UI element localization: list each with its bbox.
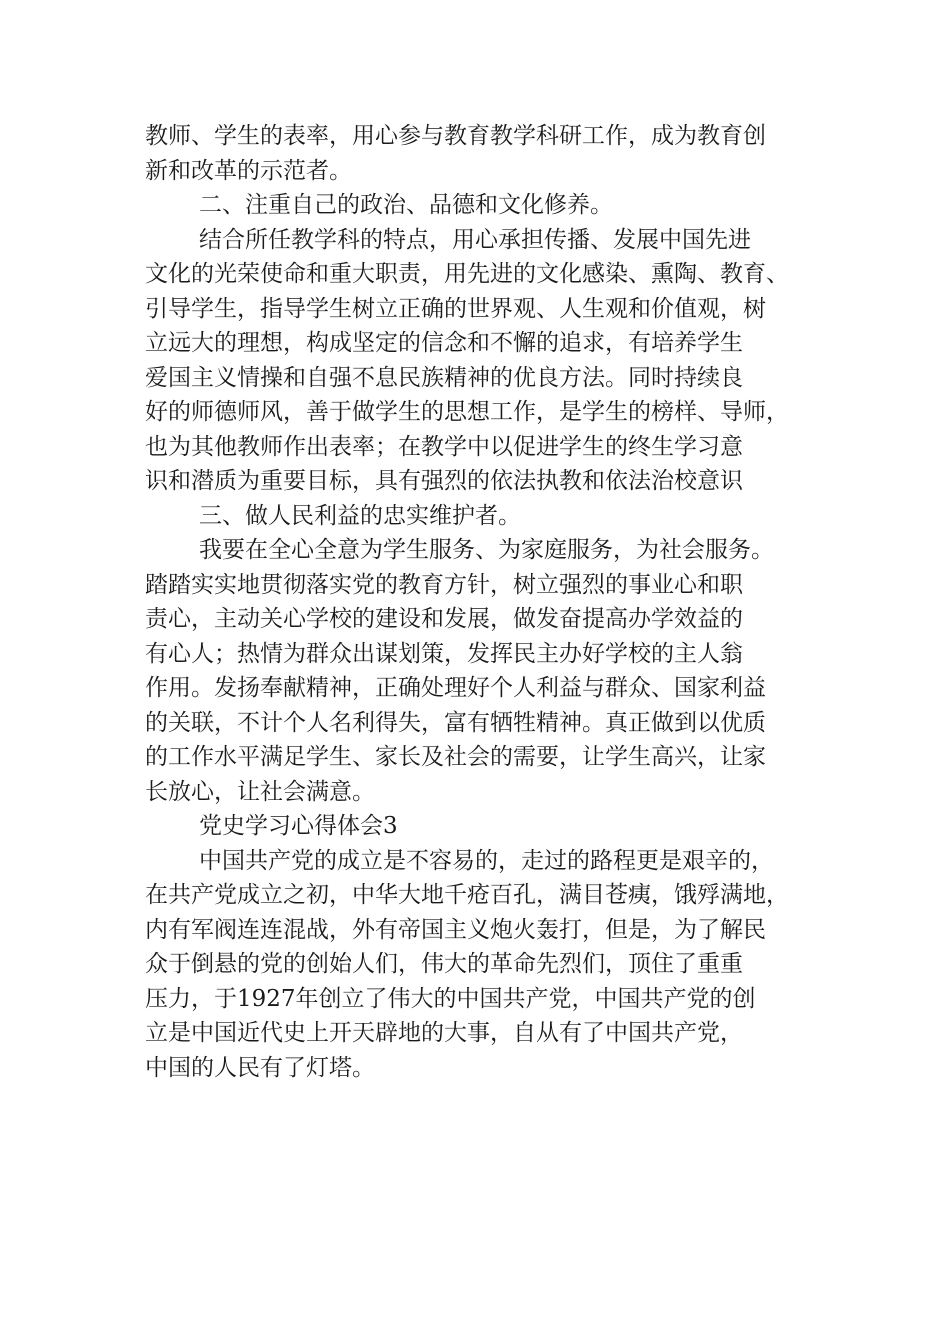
- text-line: 在共产党成立之初，中华大地千疮百孔，满目苍痍，饿殍满地，: [145, 882, 789, 908]
- document-body: [145, 119, 807, 1085]
- text-line: 新和改革的示范者。: [145, 157, 352, 184]
- text-line: 作用。发扬奉献精神，正确处理好个人利益与群众、国家利益: [145, 675, 766, 701]
- text-line: 责心，主动关心学校的建设和发展，做发奋提高办学效益的: [145, 606, 743, 632]
- text-line: 踏踏实实地贯彻落实党的教育方针，树立强烈的事业心和职: [145, 571, 743, 598]
- text-line: 有心人；热情为群众出谋划策，发挥民主办好学校的主人翁: [145, 640, 743, 667]
- text-line: 立远大的理想，构成坚定的信念和不懈的追求，有培养学生: [145, 330, 743, 356]
- text-line: 也为其他教师作出表率；在教学中以促进学生的终生学习意: [145, 433, 743, 460]
- text-line: 长放心，让社会满意。: [145, 778, 375, 805]
- text-line: 众于倒悬的党的创始人们，伟大的革命先烈们，顶住了重重: [145, 951, 743, 977]
- text-line: 二、注重自己的政治、品德和文化修养。: [199, 192, 613, 218]
- text-line: 立是中国近代史上开天辟地的大事，自从有了中国共产党，: [145, 1020, 743, 1046]
- text-line: 教师、学生的表率，用心参与教育教学科研工作，成为教育创: [145, 123, 766, 149]
- text-line: 的关联，不计个人名利得失，富有牺牲精神。真正做到以优质: [145, 709, 766, 736]
- text-line: 中国的人民有了灯塔。: [145, 1054, 375, 1081]
- text-line: 结合所任教学科的特点，用心承担传播、发展中国先进: [199, 226, 751, 253]
- text-line: 中国共产党的成立是不容易的，走过的路程更是艰辛的，: [199, 847, 774, 874]
- text-line: 好的师德师风，善于做学生的思想工作，是学生的榜样、导师，: [145, 399, 789, 425]
- text-line: 三、做人民利益的忠实维护者。: [199, 502, 521, 529]
- text-line: 内有军阀连连混战，外有帝国主义炮火轰打，但是，为了解民: [145, 916, 766, 943]
- text-line: 党史学习心得体会3: [199, 813, 398, 839]
- text-line: 我要在全心全意为学生服务、为家庭服务，为社会服务。: [199, 537, 774, 563]
- text-line: 爱国主义情操和自强不息民族精神的优良方法。同时持续良: [145, 364, 743, 391]
- text-line: 压力，于1927年创立了伟大的中国共产党，中国共产党的创: [145, 985, 756, 1012]
- text-line: 识和潜质为重要目标，具有强烈的依法执教和依法治校意识: [145, 468, 743, 494]
- text-line: 的工作水平满足学生、家长及社会的需要，让学生高兴，让家: [145, 744, 766, 770]
- text-line: 文化的光荣使命和重大职责，用先进的文化感染、熏陶、教育、: [145, 261, 789, 287]
- text-line: 引导学生，指导学生树立正确的世界观、人生观和价值观，树: [145, 295, 766, 322]
